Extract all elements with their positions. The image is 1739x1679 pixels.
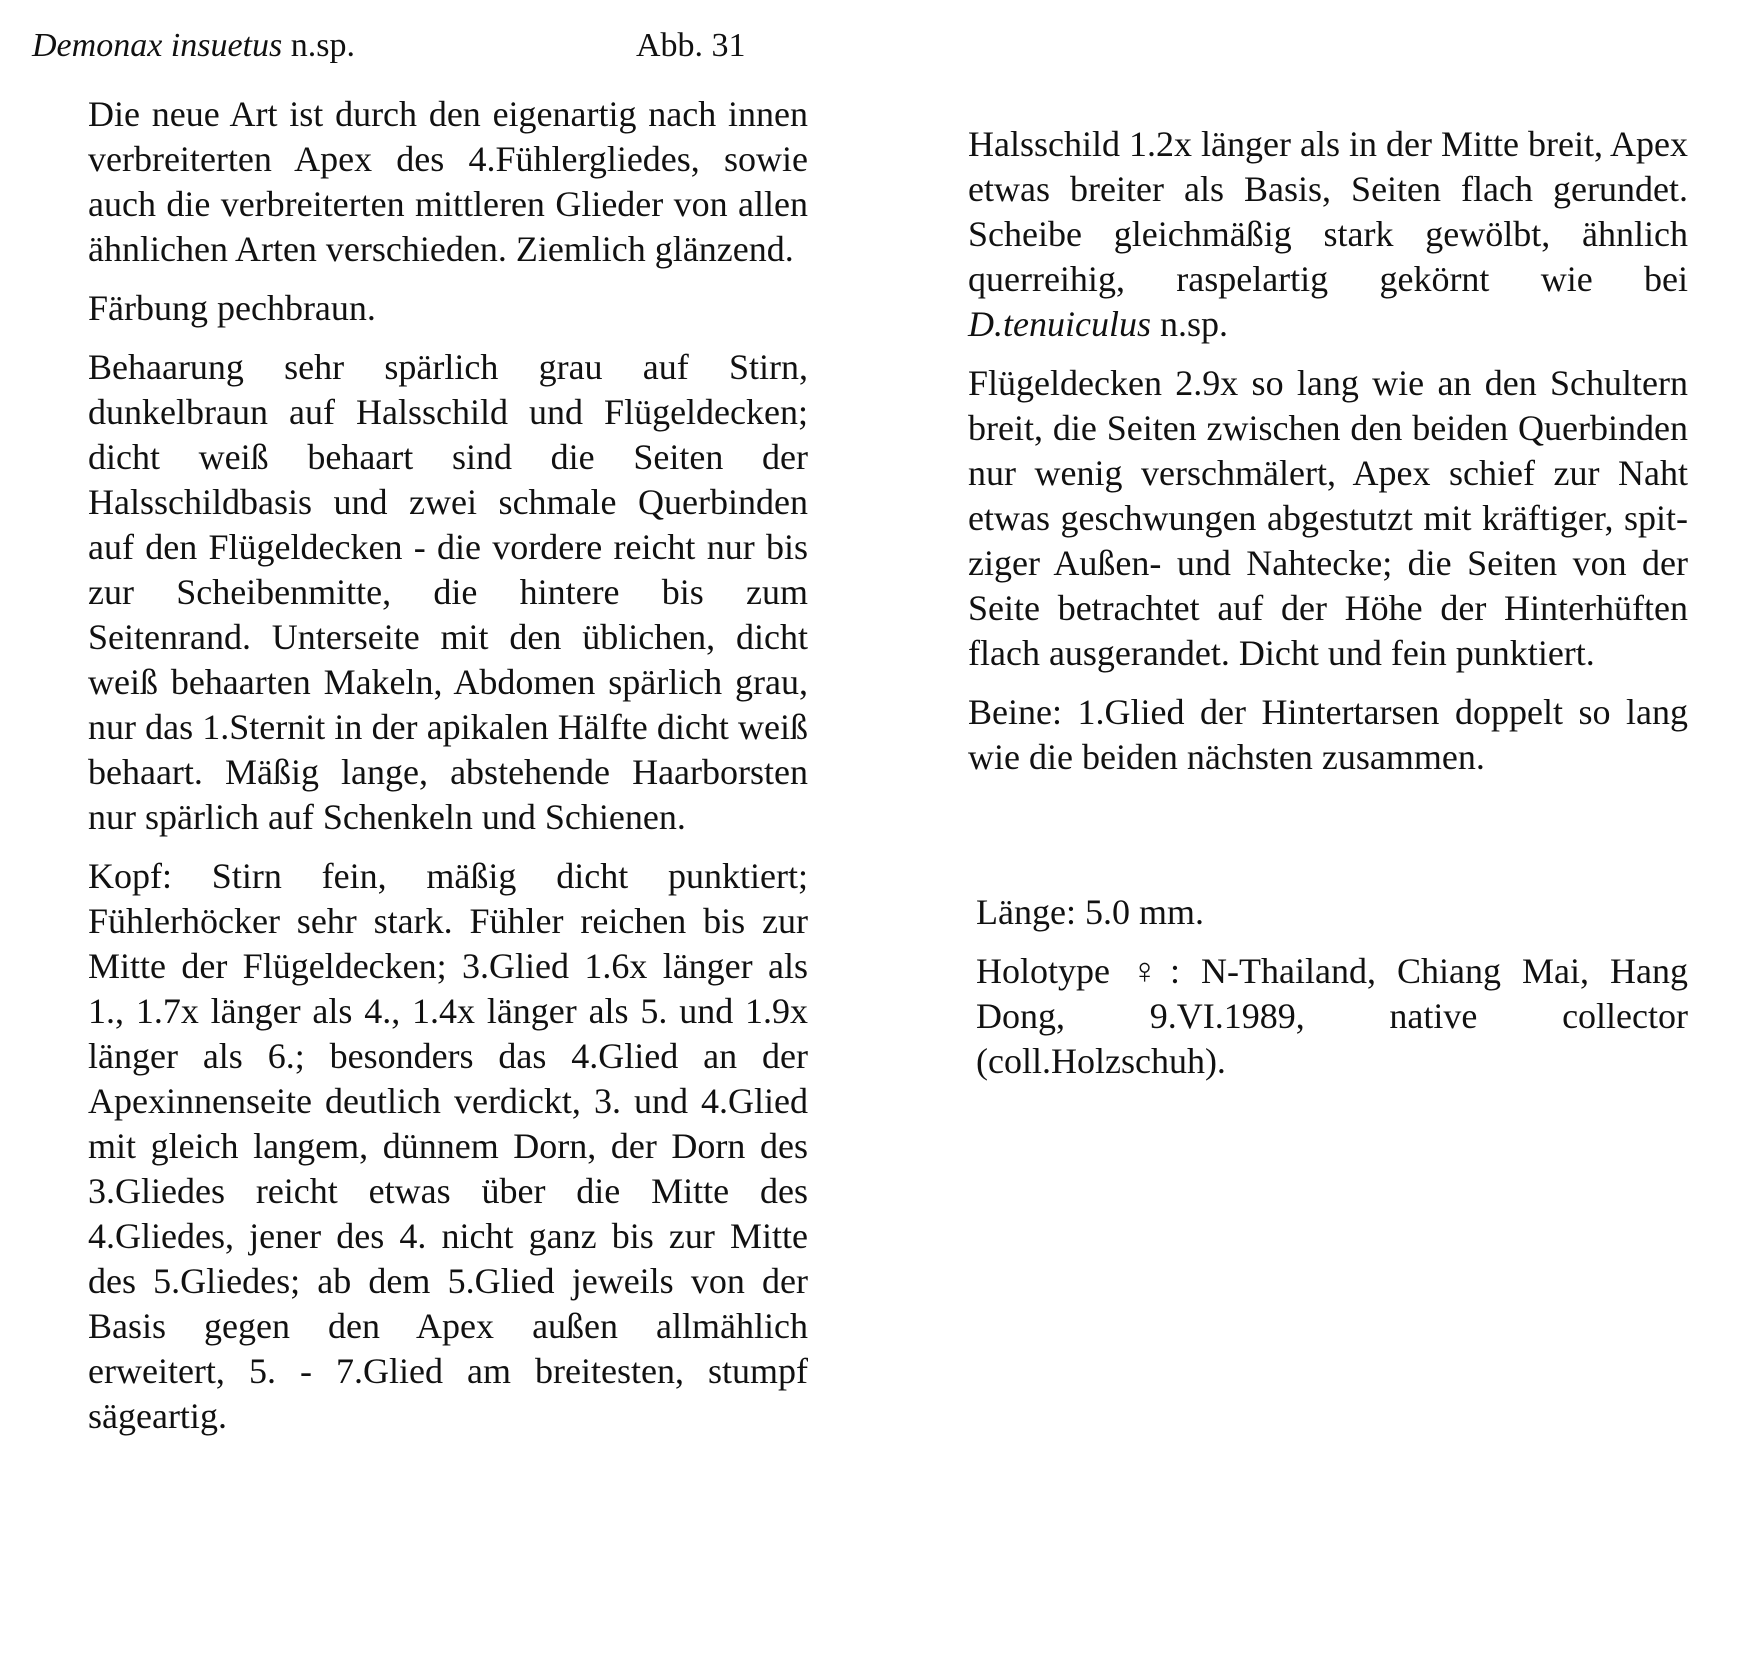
pronotum-paragraph <box>968 122 1688 347</box>
pubescence-paragraph: Behaarung sehr spärlich grau auf Stirn, dunkelbraun auf Halsschild und Flügeldecken; dicht weiß behaart sind die Seiten der Halsschildbasis und zwei schmale Querbinden auf den Flügeldecken - die vordere reicht nur bis zur Scheibenmitte, die hintere bis zum Seitenrand. Unterseite mit den üblichen, dicht weiß behaarten Makeln, Abdomen spärlich grau, nur das 1.Sternit in der apikalen Hälfte dicht weiß behaart. Mäßig lange, abstehende Haarborsten nur spärlich auf Schenkeln und Schienen. <box>88 347 808 837</box>
legs-paragraph: Beine: 1.Glied der Hintertarsen doppelt so lang wie die beiden nächsten zusammen. <box>968 692 1688 777</box>
left-column <box>88 92 808 1453</box>
section-spacer <box>968 794 1688 890</box>
right-column <box>968 122 1688 1098</box>
holotype-paragraph: Holotype ♀: N-Thailand, Chiang Mai, Hang Dong, 9.VI.1989, native collector (coll.Holzschuh). <box>976 951 1688 1081</box>
length-paragraph: Länge: 5.0 mm. <box>976 892 1204 932</box>
head-paragraph: Kopf: Stirn fein, mäßig dicht punktiert; Fühlerhöcker sehr stark. Fühler reichen bis zur Mitte der Flügeldecken; 3.Glied 1.6x länger als 1., 1.7x länger als 4., 1.4x länger als 5. und 1.9x länger als 6.; besonders das 4.Glied an der Apexinnenseite deutlich verdickt, 3. und 4.Glied mit gleich langem, dünnem Dorn, der Dorn des 3.Gliedes reicht etwas über die Mitte des 4.Gliedes, jener des 4. nicht ganz bis zur Mitte des 5.Gliedes; ab dem 5.Glied jeweils von der Basis gegen den Apex außen allmählich erweitert, 5. - 7.Glied am breitesten, stumpf sägeartig. <box>88 856 808 1436</box>
species-name: Demonax insuetus <box>32 27 283 64</box>
pronotum-ref-suffix: n.sp. <box>1150 304 1228 344</box>
intro-paragraph: Die neue Art ist durch den eigenartig nach innen verbreiterten Apex des 4.Fühlergliedes, sowie auch die verbreiterten mittleren Glieder von allen ähnlichen Arten verschieden. Ziemlich glänzend. <box>88 94 808 269</box>
coloration-paragraph: Färbung pechbraun. <box>88 288 376 328</box>
species-suffix: n.sp. <box>282 27 355 64</box>
elytra-paragraph: Flügeldecken 2.9x so lang wie an den Schultern breit, die Seiten zwischen den beiden Querbinden nur wenig verschmälert, Apex schief zur Naht etwas geschwungen abgestutzt mit kräftiger, spitziger Außen- und Nahtecke; die Seiten von der Seite betrachtet auf der Höhe der Hinterhüften flach ausgerandet. Dicht und fein punktiert. <box>968 363 1688 673</box>
figure-reference: Abb. 31 <box>636 27 746 64</box>
species-heading <box>32 26 355 66</box>
pronotum-ref-species: D.tenuiculus <box>968 304 1151 344</box>
pronotum-text: Halsschild 1.2x länger als in der Mitte breit, Apex etwas breiter als Basis, Seiten flach gerundet. Scheibe gleichmäßig stark gewölbt, ähnlich querreihig, raspelartig gekörnt wie bei <box>968 124 1688 299</box>
